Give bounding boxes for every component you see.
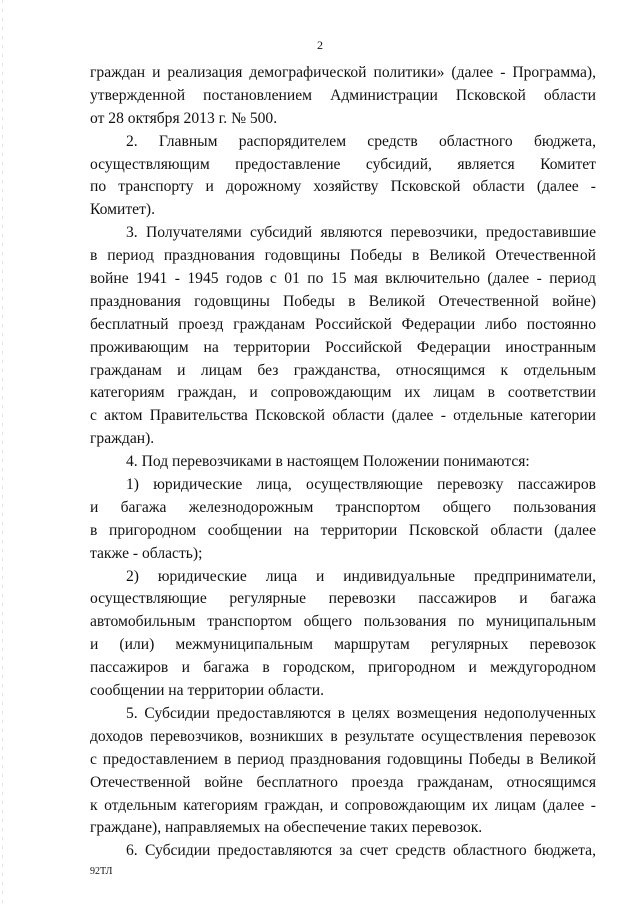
text-line: бесплатный проезд гражданам Российской Федерации либо постоянно	[90, 315, 596, 333]
scan-edge-marks	[2, 0, 3, 905]
text-line: войне 1941 - 1945 годов с 01 по 15 мая включительно (далее - период	[90, 270, 596, 288]
text-line: также - область);	[90, 544, 203, 562]
text-line: Комитет).	[90, 201, 155, 219]
text-line: осуществляющие регулярные перевозки пассажиров и багажа	[90, 590, 596, 608]
text-line: граждане), направляемых на обеспечение таких перевозок.	[90, 819, 483, 837]
text-line: 3. Получателями субсидий являются перевозчики, предоставившие	[126, 224, 596, 242]
text-line: 1) юридические лица, осуществляющие перевозку пассажиров	[126, 476, 596, 494]
text-line: празднования годовщины Победы в Великой Отечественной войне)	[90, 292, 596, 310]
text-line: и багажа железнодорожным транспортом общего пользования	[90, 498, 596, 516]
text-line: 6. Субсидии предоставляются за счет средств областного бюджета,	[126, 842, 596, 860]
text-line: с предоставлением в период празднования годовщины Победы в Великой	[90, 750, 596, 768]
text-line: граждан и реализация демографической политики» (далее - Программа),	[90, 64, 596, 81]
text-line: осуществляющим предоставление субсидий, является Комитет	[90, 155, 596, 173]
text-line: к отдельным категориям граждан, и сопровождающим их лицам (далее -	[90, 796, 596, 814]
text-line: 2) юридические лица и индивидуальные предприниматели,	[126, 567, 596, 585]
footer-code: 92ТЛ	[90, 866, 113, 877]
text-line: сообщении на территории области.	[90, 682, 324, 700]
text-line: по транспорту и дорожному хозяйству Псковской области (далее -	[90, 178, 596, 196]
text-line: 4. Под перевозчиками в настоящем Положении понимаются:	[126, 453, 530, 471]
text-line: в период празднования годовщины Победы в Великой Отечественной	[90, 247, 596, 265]
text-line: 2. Главным распорядителем средств областного бюджета,	[126, 132, 596, 150]
text-line: доходов перевозчиков, возникших в результате осуществления перевозок	[90, 727, 596, 745]
text-line: от 28 октября 2013 г. № 500.	[90, 109, 278, 127]
text-line: пассажиров и багажа в городском, пригородном и междугородном	[90, 659, 596, 677]
text-line: Отечественной войне бесплатного проезда гражданам, относящимся	[90, 773, 596, 791]
text-line: категориям граждан, и сопровождающим их лицам в соответствии	[90, 384, 596, 402]
text-line: граждан).	[90, 430, 155, 448]
text-line: утвержденной постановлением Администрации Псковской области	[90, 86, 596, 104]
text-line: гражданам и лицам без гражданства, относящимся к отдельным	[90, 361, 596, 379]
text-line: в пригородном сообщении на территории Псковской области (далее	[90, 521, 596, 539]
text-line: с актом Правительства Псковской области (далее - отдельные категории	[90, 407, 596, 425]
text-line: проживающим на территории Российской Федерации иностранным	[90, 338, 596, 356]
page-number: 2	[317, 38, 323, 52]
text-line: 5. Субсидии предоставляются в целях возмещения недополученных	[126, 704, 596, 722]
text-line: и (или) межмуниципальным маршрутам регулярных перевозок	[90, 636, 596, 654]
document-body	[90, 62, 596, 863]
text-line: автомобильным транспортом общего пользования по муниципальным	[90, 613, 596, 631]
